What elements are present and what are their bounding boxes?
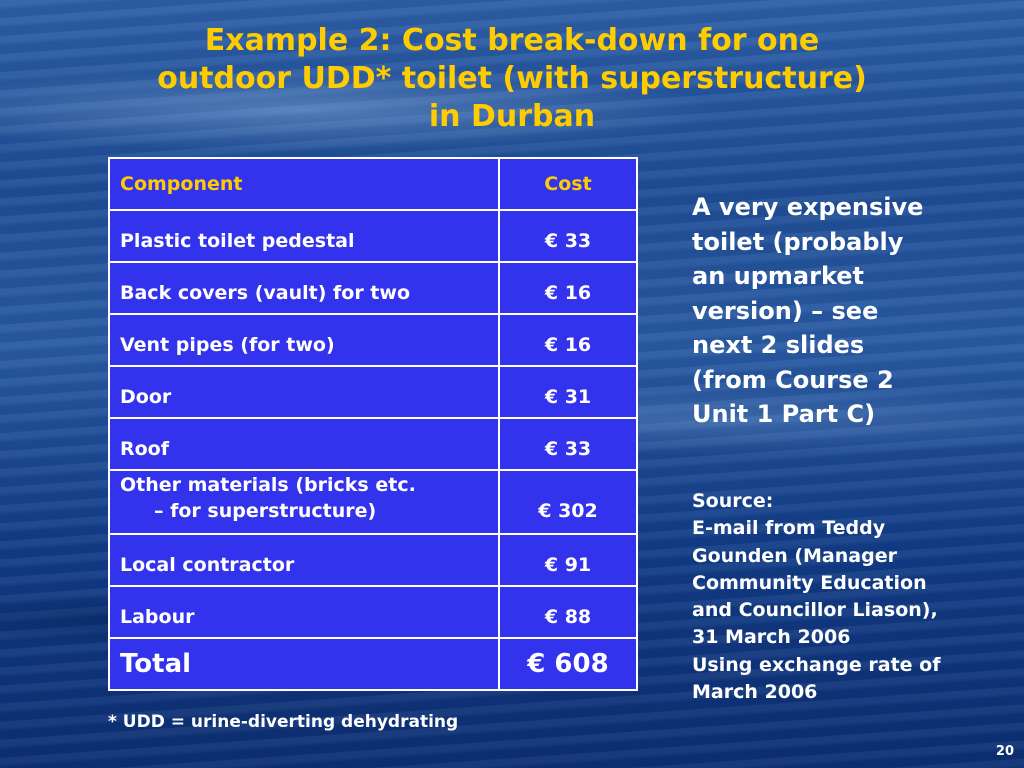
side-note-line: an upmarket (692, 262, 865, 290)
header-component: Component (109, 158, 499, 210)
source-line: Community Education (692, 571, 927, 594)
table-row (109, 534, 637, 586)
side-note-line: version) – see (692, 296, 879, 325)
cost-cell: € 31 (499, 366, 637, 418)
cost-cell: € 16 (499, 262, 637, 314)
component-line-2: – for superstructure) (154, 500, 377, 522)
table-header-row (109, 158, 637, 210)
footnote: * UDD = urine-diverting dehydrating (108, 712, 459, 732)
cost-cell: € 302 (499, 470, 637, 534)
component-cell: Labour (109, 586, 499, 638)
table-row (109, 366, 637, 418)
slide-title (60, 22, 964, 136)
source-line: Using exchange rate of (692, 653, 941, 676)
total-cost: € 608 (499, 638, 637, 690)
component-cell: Plastic toilet pedestal (109, 210, 499, 262)
title-line-1: Example 2: Cost break-down for one (204, 23, 820, 58)
source-line: and Councillor Liason), (692, 599, 938, 622)
table-row (109, 418, 637, 470)
component-cell: Door (109, 366, 499, 418)
side-note (692, 190, 992, 432)
header-cost: Cost (499, 158, 637, 210)
table-row (109, 314, 637, 366)
side-note-line: A very expensive (692, 193, 924, 221)
component-cell (109, 470, 499, 534)
table-row (109, 586, 637, 638)
source-line: 31 March 2006 (692, 626, 851, 649)
page-number: 20 (995, 744, 1014, 759)
cost-cell: € 33 (499, 210, 637, 262)
cost-breakdown-table (108, 157, 638, 691)
side-note-line: (from Course 2 (692, 365, 894, 394)
cost-cell: € 91 (499, 534, 637, 586)
total-label: Total (109, 638, 499, 690)
cost-cell: € 33 (499, 418, 637, 470)
source-note (692, 488, 1012, 706)
cost-cell: € 88 (499, 586, 637, 638)
component-cell: Roof (109, 418, 499, 470)
side-note-line: Unit 1 Part C) (692, 400, 876, 428)
component-line-1: Other materials (bricks etc. (120, 474, 416, 496)
source-line: March 2006 (692, 681, 818, 704)
side-note-line: next 2 slides (692, 331, 865, 359)
component-cell: Vent pipes (for two) (109, 314, 499, 366)
table-total-row (109, 638, 637, 690)
table-row (109, 262, 637, 314)
title-line-3: in Durban (428, 99, 596, 134)
source-line: Gounden (Manager (692, 544, 897, 567)
source-line: E-mail from Teddy (692, 517, 886, 540)
component-cell: Back covers (vault) for two (109, 262, 499, 314)
source-line: Source: (692, 490, 774, 512)
title-line-2: outdoor UDD* toilet (with superstructure) (157, 61, 867, 96)
cost-cell: € 16 (499, 314, 637, 366)
table-row (109, 470, 637, 534)
table-row (109, 210, 637, 262)
component-cell: Local contractor (109, 534, 499, 586)
side-note-line: toilet (probably (692, 227, 904, 256)
